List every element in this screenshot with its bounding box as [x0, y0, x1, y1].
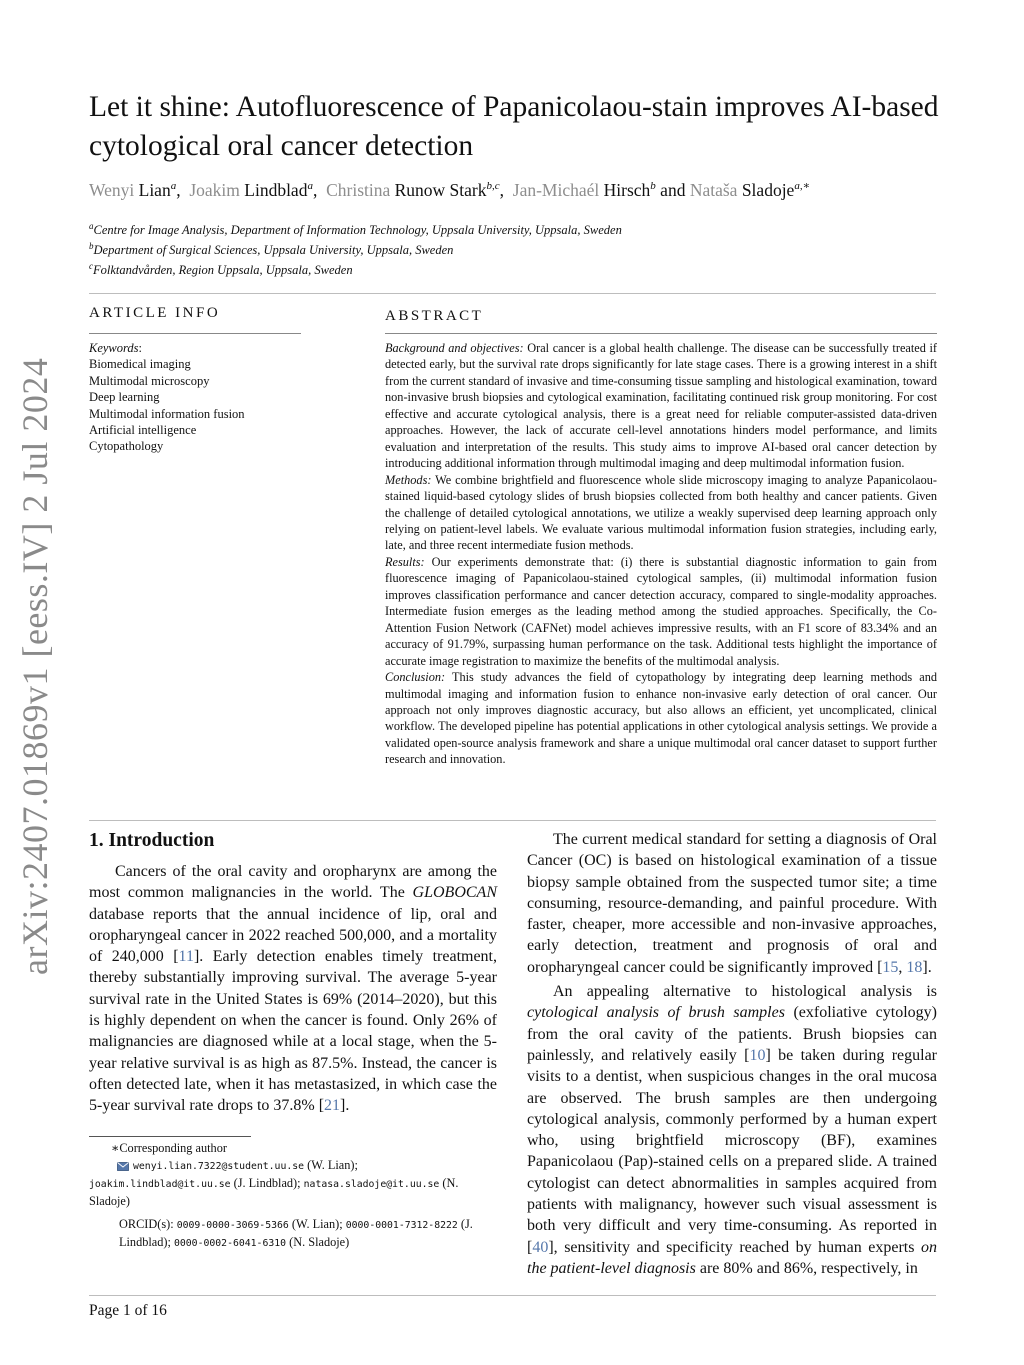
page-number: Page 1 of 16 — [89, 1302, 167, 1319]
citation-link[interactable]: 40 — [532, 1238, 549, 1256]
abstract-conclusion: Conclusion: This study advances the field of cytopathology by integrating deep learning methods and multimodal imaging and information fusion to enhance non-invasive early detection of oral cancer. Our approach not only improves diagnostic accuracy, but also allows an efficient, yet uncomplicated, clinical workflow. The developed pipeline has potential applications in other cytological analysis settings. We provide a validated open-source analysis framework and share a unique multimodal oral cancer dataset to support further research and innovation. — [385, 670, 937, 767]
citation-link[interactable]: 21 — [324, 1097, 341, 1115]
footnote — [89, 1140, 489, 1252]
paragraph: An appealing alternative to histological analysis is cytological analysis of brush samples (exfoliative cytology) from the oral cavity of the patients. Brush biopsies can painlessly, and relatively easily [10] be taken during regular visits to a dentist, when suspicious changes in the oral mucosa are observed. The brush samples are then undergoing cytological analysis, commonly performed by a human expert who, using brightfield microscopy (BF), examines Papanicolaou (Pap)-stained cells on a prepared slide. A trained cytologist can detect abnormalities in samples acquired from patients with malignancy, however such visual assessment is both very difficult and very time-consuming. As reported in [40], sensitivity and specificity reached by human experts on the patient-level diagnosis are 80% and 86%, respectively, in — [527, 983, 937, 1277]
article-info-heading: ARTICLE INFO — [89, 305, 221, 321]
author: Christina Runow Stark$^{b,c}$ — [326, 179, 500, 200]
author-list: Wenyi Lian$^a$, Joakim Lindblad$^a$, Christina Runow Stark$^{b,c}$, Jan-Michaél Hirsch$^b$ and Nataša Sladoje$^{a,∗}$ — [89, 179, 811, 200]
paper-title: Let it shine: Autofluorescence of Papanicolaou-stain improves AI-based cytological oral cancer detection — [89, 91, 939, 162]
author: Jan-Michaél Hirsch$^b$ — [512, 179, 656, 200]
keywords-block: Keywords: Biomedical imaging Multimodal microscopy Deep learning Multimodal information fusion Artificial intelligence Cytopathology — [89, 341, 245, 454]
citation-link[interactable]: 10 — [749, 1046, 766, 1064]
citation-link[interactable]: 15 — [882, 958, 899, 976]
left-column — [89, 861, 497, 1117]
citation-link[interactable]: 18 — [906, 958, 923, 976]
author: Nataša Sladoje$^{a,∗}$ — [689, 179, 811, 200]
citation-link[interactable]: 11 — [178, 948, 194, 966]
email-link[interactable]: joakim.lindblad@it.uu.se — [89, 1179, 231, 1190]
section-heading-introduction: 1. Introduction — [89, 830, 215, 851]
author: Joakim Lindblad$^a$ — [189, 179, 313, 200]
abstract-results: Results: Our experiments demonstrate that: (i) there is substantial diagnostic information to gain from fluorescence imaging of Papanicolaou-stained cytological samples, (ii) multimodal information fusion improves classification performance and cancer detection accuracy, compared to single-modality approaches. Intermediate fusion emerges as the leading method among the studied approaches. Specifically, the Co-Attention Fusion Network (CAFNet) model achieves impressive results, with an F1 score of 83.34% and an accuracy of 91.79%, surpassing human performance on the task. Additional tests highlight the importance of accurate image registration to maximize the benefits of the multimodal analysis. — [385, 554, 937, 668]
author: Wenyi Lian$^a$ — [89, 179, 177, 200]
and-word: and — [660, 179, 686, 200]
keyword: Multimodal microscopy — [89, 373, 210, 388]
footer-divider — [89, 1295, 936, 1296]
orcid-link[interactable]: 0000-0001-7312-8222 — [345, 1220, 458, 1231]
paragraph: The current medical standard for setting a diagnosis of Oral Cancer (OC) is based on histological examination of a tissue biopsy sample obtained from the suspected tumor site; a time consuming, resource-demanding, and painful procedure. With faster, cheaper, more accessible and non-invasive approaches, early detection, treatment and prognosis of oral and oropharyngeal cancer could be significantly improved [15, 18]. — [527, 831, 937, 976]
affiliation: $^b$Department of Surgical Sciences, Uppsala University, Uppsala, Sweden — [89, 241, 454, 258]
keyword: Biomedical imaging — [89, 357, 191, 372]
email-line: joakim.lindblad@it.uu.se (J. Lindblad); natasa.sladoje@it.uu.se (N. Sladoje) — [89, 1176, 459, 1208]
email-link[interactable]: wenyi.lian.7322@student.uu.se — [133, 1161, 305, 1172]
abstract-divider — [89, 820, 936, 821]
abstract-methods: Methods: We combine brightfield and fluorescence whole slide microscopy imaging to analyze Papanicolaou-stained liquid-based cytology slides of brush biopsies collected from both healthy and cancer patients. Given the challenge of detailed cytological annotations, we utilize a weakly supervised deep learning approach only relying on patient-level labels. We evaluate various multimodal information fusion strategies, including early, late, and three recent intermediate fusion methods. — [385, 472, 937, 553]
abstract-heading: ABSTRACT — [385, 308, 484, 324]
email-line: wenyi.lian.7322@student.uu.se (W. Lian); — [89, 1157, 489, 1175]
orcid-line: ORCID(s): 0009-0000-3069-5366 (W. Lian); 0000-0001-7312-8222 (J. Lindblad); 0000-0002-6041-6310 (N. Sladoje) — [119, 1217, 473, 1249]
keyword: Deep learning — [89, 390, 160, 405]
abstract-background: Background and objectives: Oral cancer is a global health challenge. The disease can be successfully treated if detected early, but the survival rate drops significantly for late stage cases. There is a growing interest in a shift from the current standard of invasive and time-consuming tissue sampling and histological examination, toward non-invasive brush biopsies and cytological examination, facilitating continued risk group monitoring. For cost effective and accurate cytological analysis, there is a great need for reliable computer-assisted data-driven approaches. However, the lack of accurate cell-level annotations hinders model performance, and limits evaluation and interpretation of the results. This study aims to improve AI-based oral cancer detection by introducing additional information through multimodal imaging and deep multimodal information fusion. — [385, 341, 938, 471]
orcid-link[interactable]: 0000-0002-6041-6310 — [173, 1238, 287, 1249]
header-divider — [89, 293, 936, 294]
email-icon — [117, 1162, 129, 1171]
abstract-rule — [385, 333, 937, 334]
abstract-body — [385, 340, 937, 768]
arxiv-side-label: arXiv:2407.01869v1 [eess.IV] 2 Jul 2024 — [15, 357, 55, 975]
keyword: Multimodal information fusion — [89, 406, 245, 421]
email-link[interactable]: natasa.sladoje@it.uu.se — [303, 1179, 440, 1190]
article-info-rule — [89, 333, 301, 334]
keyword: Artificial intelligence — [89, 423, 197, 438]
paragraph: Cancers of the oral cavity and oropharynx are among the most common malignancies in the world. The GLOBOCAN database reports that the annual incidence of lip, oral and oropharyngeal cancer in 2022 reached 500,000, and a mortality of 240,000 [11]. Early detection enables timely treatment, thereby substantially improving survival. The average 5-year survival rate in the United States is 69% (2014–2020), but this is highly dependent on when the cancer is found. Only 26% of malignancies are diagnosed while at a local stage, when the 5-year relative survival is as high as 87.5%. Instead, the cancer is often detected late, when it has metastasized, in which case the 5-year survival rate drops to 37.8% [21]. — [89, 863, 498, 1115]
affiliation: $^a$Centre for Image Analysis, Department of Information Technology, Uppsala University, Uppsala, Sweden — [89, 221, 622, 238]
orcid-link[interactable]: 0009-0000-3069-5366 — [176, 1220, 289, 1231]
keywords-label: Keywords — [89, 341, 139, 355]
right-column — [527, 829, 937, 1279]
corresponding-author: ∗Corresponding author — [111, 1141, 227, 1155]
footnote-rule — [89, 1136, 251, 1137]
affiliation: $^c$Folktandvården, Region Uppsala, Uppsala, Sweden — [89, 261, 353, 278]
keyword: Cytopathology — [89, 439, 164, 454]
